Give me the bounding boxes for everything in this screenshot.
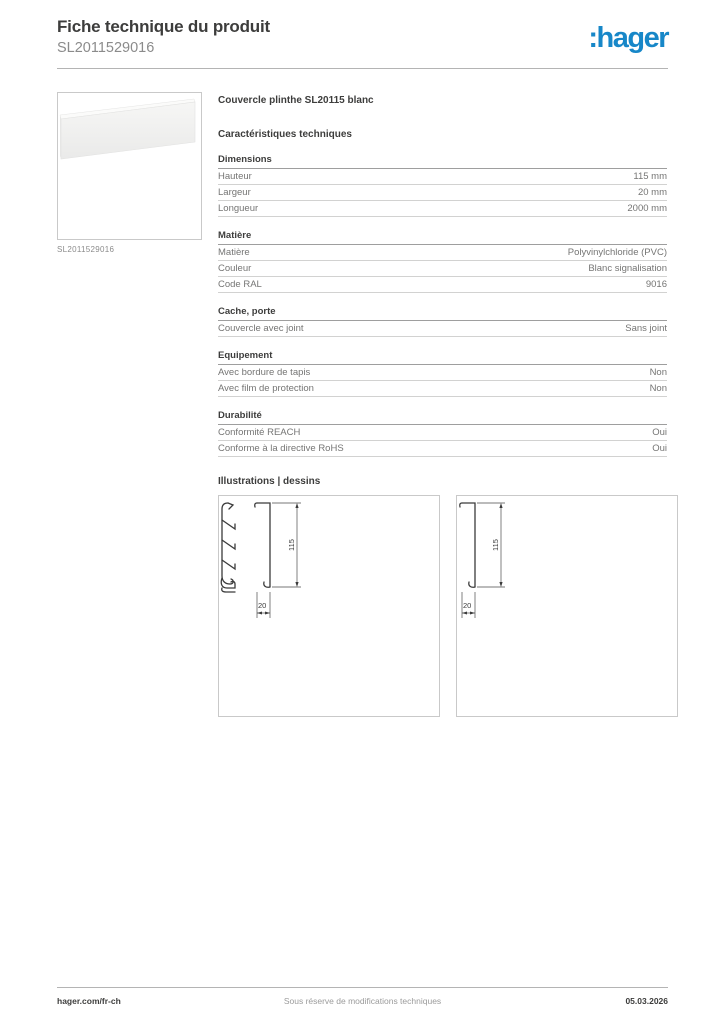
product-reference: SL2011529016 [57, 40, 155, 56]
header-divider [57, 68, 668, 69]
section-title: Dimensions [218, 154, 667, 169]
characteristics-section [218, 410, 667, 457]
row-value: Oui [652, 427, 667, 438]
product-image [57, 92, 202, 240]
technical-drawing-left [219, 496, 437, 714]
table-row [218, 201, 667, 217]
table-row [218, 169, 667, 185]
row-label: Hauteur [218, 171, 252, 182]
section-title: Equipement [218, 350, 667, 365]
row-label: Code RAL [218, 279, 262, 290]
characteristics-section [218, 230, 667, 293]
characteristics-sections [218, 154, 667, 457]
section-rows [218, 365, 667, 397]
row-label: Largeur [218, 187, 251, 198]
row-value: 115 mm [633, 171, 667, 182]
main-content [218, 95, 667, 717]
table-row [218, 245, 667, 261]
row-label: Avec bordure de tapis [218, 367, 311, 378]
section-rows [218, 425, 667, 457]
row-value: 2000 mm [627, 203, 667, 214]
row-value: Polyvinylchloride (PVC) [567, 247, 667, 258]
row-value: 9016 [645, 279, 667, 290]
row-value: Oui [652, 443, 667, 454]
characteristics-heading: Caractéristiques techniques [218, 129, 352, 140]
section-rows [218, 321, 667, 337]
characteristics-section [218, 350, 667, 397]
table-row [218, 185, 667, 201]
dim-height-label: 115 [491, 539, 500, 551]
table-row [218, 381, 667, 397]
table-row [218, 261, 667, 277]
product-image-caption: SL2011529016 [57, 245, 115, 254]
table-row [218, 277, 667, 293]
table-row [218, 321, 667, 337]
product-name: Couvercle plinthe SL20115 blanc [218, 95, 374, 106]
row-label: Avec film de protection [218, 383, 314, 394]
table-row [218, 425, 667, 441]
dim-height-label: 115 [287, 539, 296, 551]
row-label: Couleur [218, 263, 252, 274]
section-title: Matière [218, 230, 667, 245]
characteristics-section [218, 154, 667, 217]
section-title: Cache, porte [218, 306, 667, 321]
footer-date: 05.03.2026 [625, 996, 668, 1006]
table-row [218, 441, 667, 457]
row-value: Non [649, 367, 667, 378]
row-label: Conforme à la directive RoHS [218, 443, 344, 454]
row-label: Conformité REACH [218, 427, 301, 438]
section-title: Durabilité [218, 410, 667, 425]
page-title: Fiche technique du produit [57, 17, 270, 36]
hager-logo: :hager [588, 22, 668, 54]
footer-disclaimer: Sous réserve de modifications techniques [283, 996, 442, 1006]
technical-drawing-right [457, 496, 675, 714]
table-row [218, 365, 667, 381]
row-label: Couvercle avec joint [218, 323, 304, 334]
characteristics-section [218, 306, 667, 337]
drawing-box-profile-with-base [218, 495, 440, 717]
section-rows [218, 245, 667, 293]
row-value: Sans joint [625, 323, 667, 334]
plinth-cover-photo [58, 93, 199, 237]
illustrations-heading: Illustrations | dessins [218, 476, 321, 487]
section-rows [218, 169, 667, 217]
row-label: Matière [218, 247, 250, 258]
row-value: 20 mm [637, 187, 667, 198]
illustrations-row [218, 495, 678, 717]
drawing-box-cover-only [456, 495, 678, 717]
row-value: Non [649, 383, 667, 394]
row-label: Longueur [218, 203, 259, 214]
dim-width-label: 20 [463, 601, 472, 610]
row-value: Blanc signalisation [588, 263, 667, 274]
footer-divider [57, 987, 668, 988]
dim-width-label: 20 [258, 601, 267, 610]
footer-website-link[interactable]: hager.com/fr-ch [57, 996, 121, 1006]
